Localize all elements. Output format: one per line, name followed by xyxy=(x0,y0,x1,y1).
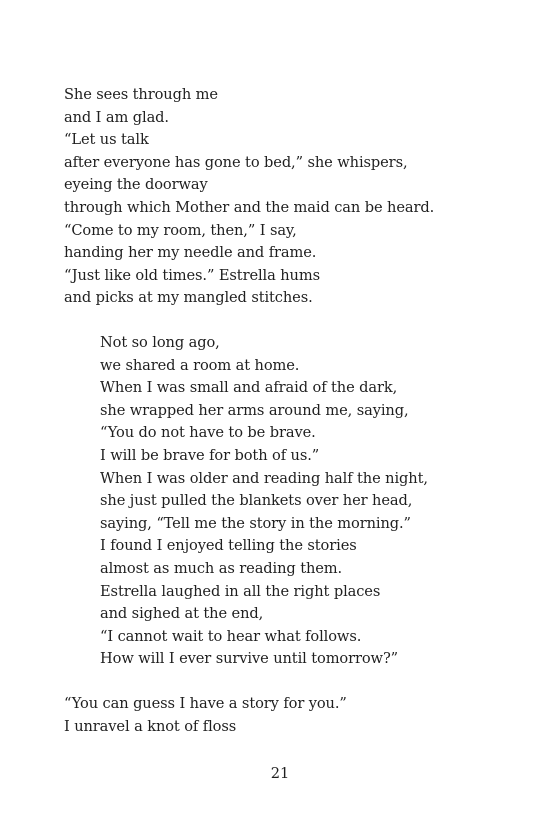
verse-line: she wrapped her arms around me, saying, xyxy=(100,401,409,419)
verse-line: “You can guess I have a story for you.” xyxy=(64,695,347,712)
verse-line: “I cannot wait to hear what follows. xyxy=(100,627,362,645)
verse-line: I unravel a knot of floss xyxy=(64,717,237,735)
stanza-2-indented xyxy=(100,332,428,671)
verse-line: When I was older and reading half the night, xyxy=(100,469,428,487)
stanza-1 xyxy=(64,84,434,310)
verse-line: almost as much as reading them. xyxy=(100,559,343,577)
verse-line: Not so long ago, xyxy=(100,334,220,351)
verse-line: I will be brave for both of us.” xyxy=(100,446,320,464)
verse-line: When I was small and afraid of the dark, xyxy=(100,379,398,397)
verse-line: and picks at my mangled stitches. xyxy=(64,289,313,307)
verse-line: and I am glad. xyxy=(64,108,169,126)
verse-line: eyeing the doorway xyxy=(64,176,208,194)
verse-line: How will I ever survive until tomorrow?” xyxy=(100,650,399,668)
page-number: 21 xyxy=(270,765,290,782)
verse-line: “You do not have to be brave. xyxy=(100,424,316,442)
verse-line: Estrella laughed in all the right places xyxy=(100,582,381,600)
verse-line: through which Mother and the maid can be heard. xyxy=(64,198,435,216)
verse-line: handing her my needle and frame. xyxy=(64,244,317,262)
verse-line: “Let us talk xyxy=(64,131,149,149)
verse-line: “Come to my room, then,” I say, xyxy=(64,221,297,239)
verse-line: saying, “Tell me the story in the morning.” xyxy=(100,514,411,532)
stanza-3 xyxy=(64,693,347,738)
verse-line: after everyone has gone to bed,” she whispers, xyxy=(64,153,408,171)
verse-line: we shared a room at home. xyxy=(100,356,300,374)
verse-line: she just pulled the blankets over her head, xyxy=(100,492,413,510)
verse-line: I found I enjoyed telling the stories xyxy=(100,537,357,555)
verse-line: She sees through me xyxy=(64,86,218,103)
verse-line: “Just like old times.” Estrella hums xyxy=(64,266,320,284)
verse-line: and sighed at the end, xyxy=(100,605,264,623)
